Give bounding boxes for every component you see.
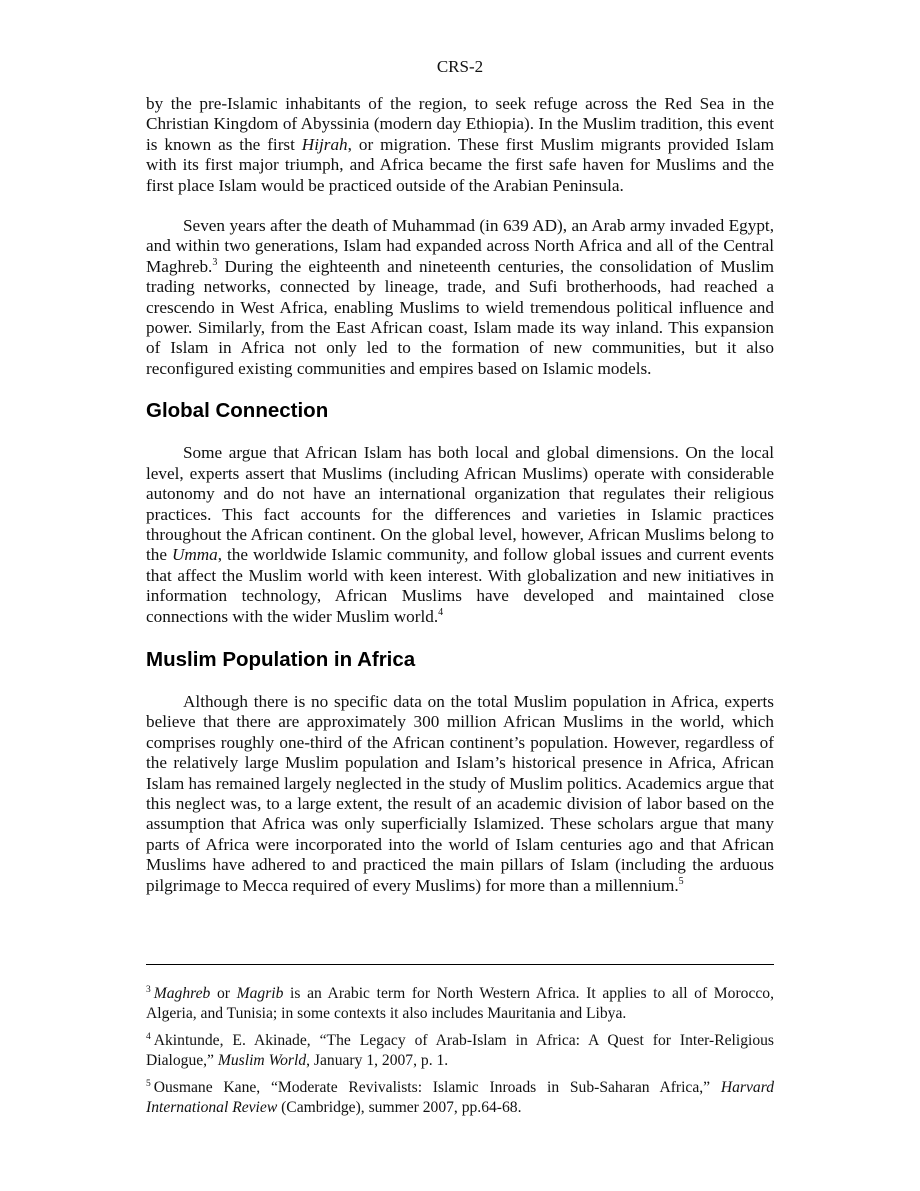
paragraph-muslim-population: [146, 692, 774, 896]
paragraph-expansion: [146, 216, 774, 379]
footnote-ref-3[interactable]: 3: [212, 256, 218, 268]
term-hijrah: Hijrah: [301, 134, 348, 154]
footnote-3: [146, 984, 774, 1023]
text-run: , or migration. These first Muslim migrants provided Islam with its first major triumph, and Africa became the first safe haven for Muslims and the first place Islam would be practiced outside of the Arabian Peninsula.: [146, 134, 774, 195]
text-run: Although there is no specific data on the total Muslim population in Africa, experts believe that there are approximately 300 million African Muslims in the world, which comprises roughly one-third of the African continent’s population. However, regardless of the relatively large Muslim population and Islam’s historical presence in Africa, African Islam has remained largely neglected in the study of Muslim politics. Academics argue that this neglect was, to a large extent, the result of an academic division of labor based on the assumption that Africa was only superficially Islamized. These scholars argue that many parts of Africa were incorporated into the world of Islam centuries ago and that African Muslims have adhered to and practiced the main pillars of Islam (including the arduous pilgrimage to Mecca required of every Muslims) for more than a millennium.: [146, 691, 774, 895]
text-run: Ousmane Kane, “Moderate Revivalists: Islamic Inroads in Sub-Saharan Africa,”: [153, 1079, 721, 1097]
footnote-number: 5: [146, 1079, 151, 1090]
journal-title: Harvard International Review: [146, 1079, 774, 1116]
text-run: Seven years after the death of Muhammad (in 639 AD), an Arab army invaded Egypt, and within two generations, Islam had expanded across North Africa and all of the Central Maghreb.: [146, 216, 774, 276]
page-label: CRS-2: [436, 57, 484, 76]
footnote-divider: [146, 964, 774, 965]
text-run: (Cambridge), summer 2007, pp.64-68.: [277, 1098, 522, 1116]
footnote-number: 3: [146, 985, 151, 995]
term-maghreb: Maghreb: [153, 985, 211, 1002]
text-run: , January 1, 2007, p. 1.: [306, 1051, 449, 1069]
footnote-5: [146, 1078, 774, 1117]
section-heading-muslim-population: Muslim Population in Africa: [146, 647, 416, 671]
footnotes: [146, 984, 774, 1126]
paragraph-global-connection: [146, 443, 774, 627]
footnote-number: 4: [146, 1032, 151, 1043]
text-run: , the worldwide Islamic community, and follow global issues and current events that affect the Muslim world with keen interest. With globalization and new initiatives in information technology, African Muslims have developed and maintained close connections with the wider Muslim world.: [146, 545, 774, 626]
page-header: [0, 56, 920, 78]
journal-title: Muslim World: [217, 1051, 307, 1069]
text-run: by the pre-Islamic inhabitants of the region, to seek refuge across the Red Sea in the Christian Kingdom of Abyssinia (modern day Ethiopia). In the Muslim tradition, this event is known as the first: [146, 94, 774, 154]
text-run: or: [210, 985, 237, 1002]
text-run: Some argue that African Islam has both local and global dimensions. On the local level, experts assert that Muslims (including African Muslims) operate with considerable autonomy and do not have an international organization that regulates their religious practices. This fact accounts for the differences and varieties in Islamic practices throughout the African continent. On the global level, however, African Muslims belong to the: [146, 443, 774, 565]
text-run: is an Arabic term for North Western Africa. It applies to all of Morocco, Algeria, and Tunisia; in some contexts it also includes Mauritania and Libya.: [146, 985, 774, 1022]
term-magrib: Magrib: [236, 985, 284, 1002]
text-run: During the eighteenth and nineteenth centuries, the consolidation of Muslim trading networks, connected by lineage, trade, and Sufi brotherhoods, had reached a crescendo in West Africa, enabling Muslims to wield tremendous political influence and power. Similarly, from the East African coast, Islam made its way inland. This expansion of Islam in Africa not only led to the formation of new communities, but it also reconfigured existing communities and empires based on Islamic models.: [146, 256, 774, 378]
footnote-ref-4[interactable]: 4: [438, 606, 444, 618]
body-text: [146, 94, 774, 896]
footnote-ref-5[interactable]: 5: [678, 875, 684, 887]
footnote-4: [146, 1031, 774, 1070]
paragraph-hijrah: [146, 94, 774, 196]
text-run: Akintunde, E. Akinade, “The Legacy of Arab-Islam in Africa: A Quest for Inter-Religious Dialogue,”: [146, 1032, 774, 1069]
term-umma: Umma: [171, 545, 218, 565]
section-heading-global-connection: Global Connection: [146, 399, 329, 423]
